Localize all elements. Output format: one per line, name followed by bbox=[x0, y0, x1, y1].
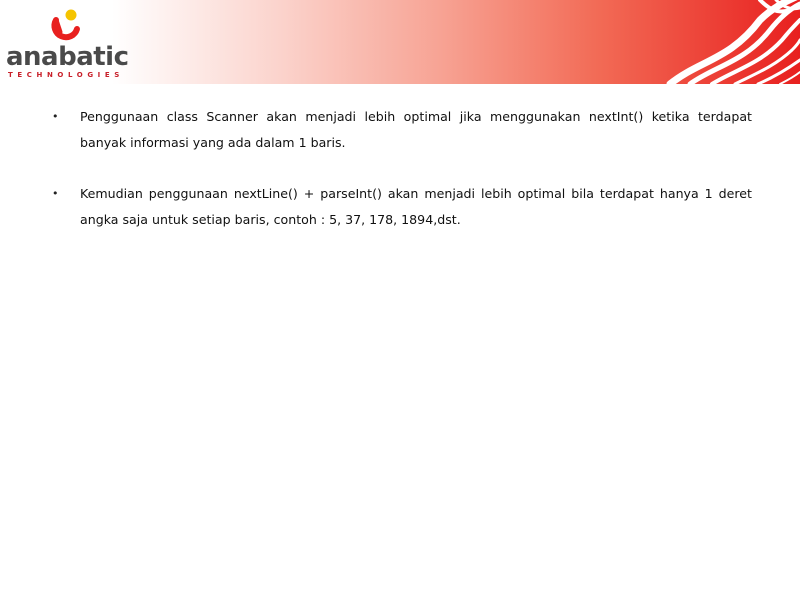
bullet-marker: • bbox=[52, 110, 59, 123]
bullet-item bbox=[52, 181, 752, 233]
slide-header bbox=[0, 0, 800, 84]
logo-wordmark: anabatic bbox=[6, 42, 129, 72]
logo-tagline: TECHNOLOGIES bbox=[8, 71, 124, 79]
bullet-marker: • bbox=[52, 187, 59, 200]
bullet-text: Penggunaan class Scanner akan menjadi lebih optimal jika menggunakan nextInt() ketika terdapat banyak informasi yang ada dalam 1 baris. bbox=[80, 109, 752, 150]
bullet-text: Kemudian penggunaan nextLine() + parseInt() akan menjadi lebih optimal bila terdapat hanya 1 deret angka saja untuk setiap baris, contoh : 5, 37, 178, 1894,dst. bbox=[80, 186, 752, 227]
bullet-item bbox=[52, 104, 752, 156]
company-logo bbox=[6, 8, 129, 80]
slide-content bbox=[52, 104, 752, 258]
